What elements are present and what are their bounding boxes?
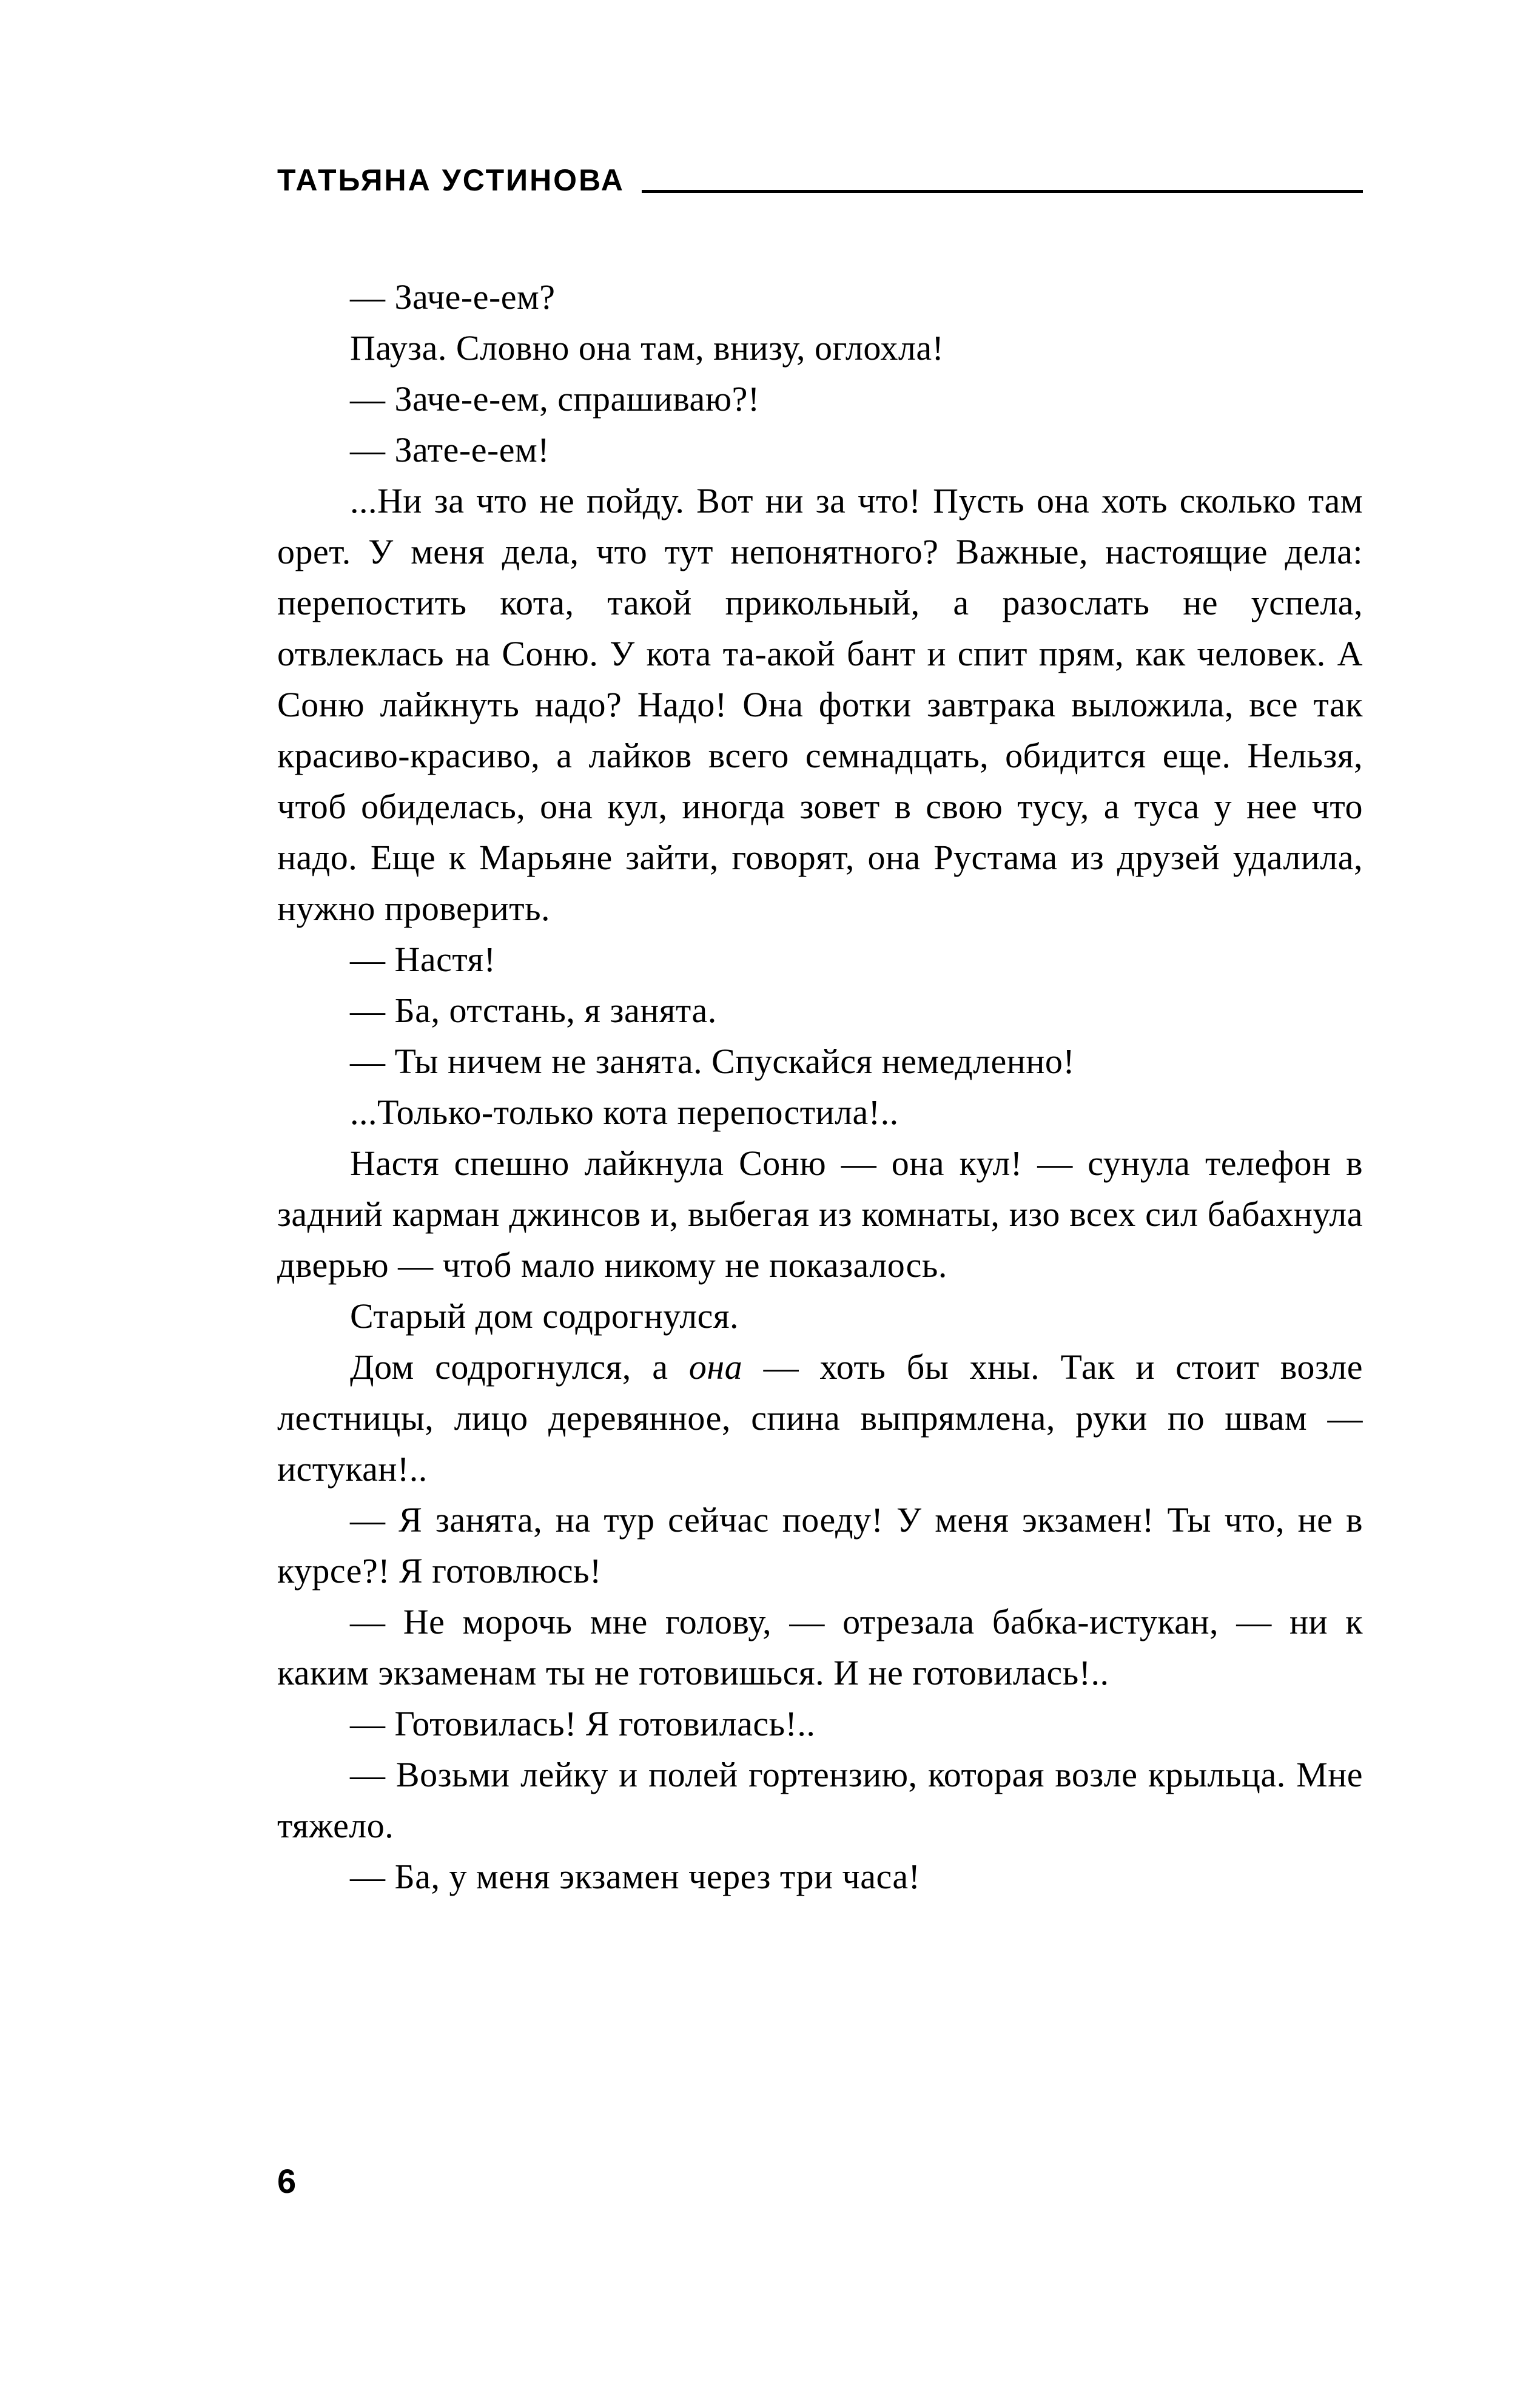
paragraph xyxy=(277,425,1363,476)
text-run: — хоть бы хны. Так и стоит возле лестницы, лицо деревянное, спина выпрямлена, руки по швам — истукан!.. xyxy=(277,1347,1363,1489)
text-run: — Заче-е-ем, спрашиваю?! xyxy=(350,379,760,419)
paragraph xyxy=(277,1851,1363,1902)
text-run: ...Ни за что не пойду. Вот ни за что! Пусть она хоть сколько там орет. У меня дела, что тут непонятного? Важные, настоящие дела: перепостить кота, такой прикольный, а разослать не успела, отвлеклась на Соню. У кота та-акой бант и спит прям, как человек. А Соню лайкнуть надо? Надо! Она фотки завтрака выложила, все так красиво-красиво, а лайков всего семнадцать, обидится еще. Нельзя, чтоб обиделась, она кул, иногда зовет в свою тусу, а туса у нее что надо. Еще к Марьяне зайти, говорят, она Рустама из друзей удалила, нужно проверить. xyxy=(277,481,1363,928)
paragraph xyxy=(277,1291,1363,1342)
paragraph xyxy=(277,1342,1363,1495)
text-run: — Возьми лейку и полей гортензию, которая возле крыльца. Мне тяжело. xyxy=(277,1755,1363,1845)
running-head-rule xyxy=(642,190,1363,193)
text-run: — Не морочь мне голову, — отрезала бабка-истукан, — ни к каким экзаменам ты не готовишься. И не готовилась!.. xyxy=(277,1602,1363,1692)
text-run: — Ба, отстань, я занята. xyxy=(350,991,717,1030)
running-head-author: ТАТЬЯНА УСТИНОВА xyxy=(277,163,625,197)
text-run: — Ты ничем не занята. Спускайся немедленно! xyxy=(350,1042,1075,1081)
paragraph xyxy=(277,1138,1363,1291)
paragraph xyxy=(277,1749,1363,1851)
paragraph xyxy=(277,1087,1363,1138)
paragraph xyxy=(277,1495,1363,1597)
paragraph xyxy=(277,1036,1363,1087)
text-run: — Заче-е-ем? xyxy=(350,277,556,317)
text-run: — Зате-е-ем! xyxy=(350,430,550,470)
paragraph xyxy=(277,272,1363,323)
running-head xyxy=(277,165,1363,195)
paragraph xyxy=(277,934,1363,985)
text-run: — Я занята, на тур сейчас поеду! У меня экзамен! Ты что, не в курсе?! Я готовлюсь! xyxy=(277,1500,1363,1591)
text-run: Старый дом содрогнулся. xyxy=(350,1296,739,1336)
text-run: Настя спешно лайкнула Соню — она кул! — сунула телефон в задний карман джинсов и, выбегая из комнаты, изо всех сил бабахнула дверью — чтоб мало никому не показалось. xyxy=(277,1143,1363,1285)
paragraph xyxy=(277,1597,1363,1698)
text-run: — Готовилась! Я готовилась!.. xyxy=(350,1704,816,1743)
italic-text-run: она xyxy=(688,1347,743,1387)
paragraph xyxy=(277,374,1363,425)
text-run: — Настя! xyxy=(350,940,496,979)
text-run: — Ба, у меня экзамен через три часа! xyxy=(350,1857,921,1896)
page-number: 6 xyxy=(277,2162,297,2200)
paragraph xyxy=(277,323,1363,374)
paragraph xyxy=(277,476,1363,934)
text-run: Дом содрогнулся, а xyxy=(350,1347,689,1387)
text-run: Пауза. Словно она там, внизу, оглохла! xyxy=(350,328,944,368)
paragraph xyxy=(277,985,1363,1036)
paragraph xyxy=(277,1698,1363,1749)
text-run: ...Только-только кота перепостила!.. xyxy=(350,1092,899,1132)
page-body-text xyxy=(277,272,1363,1902)
